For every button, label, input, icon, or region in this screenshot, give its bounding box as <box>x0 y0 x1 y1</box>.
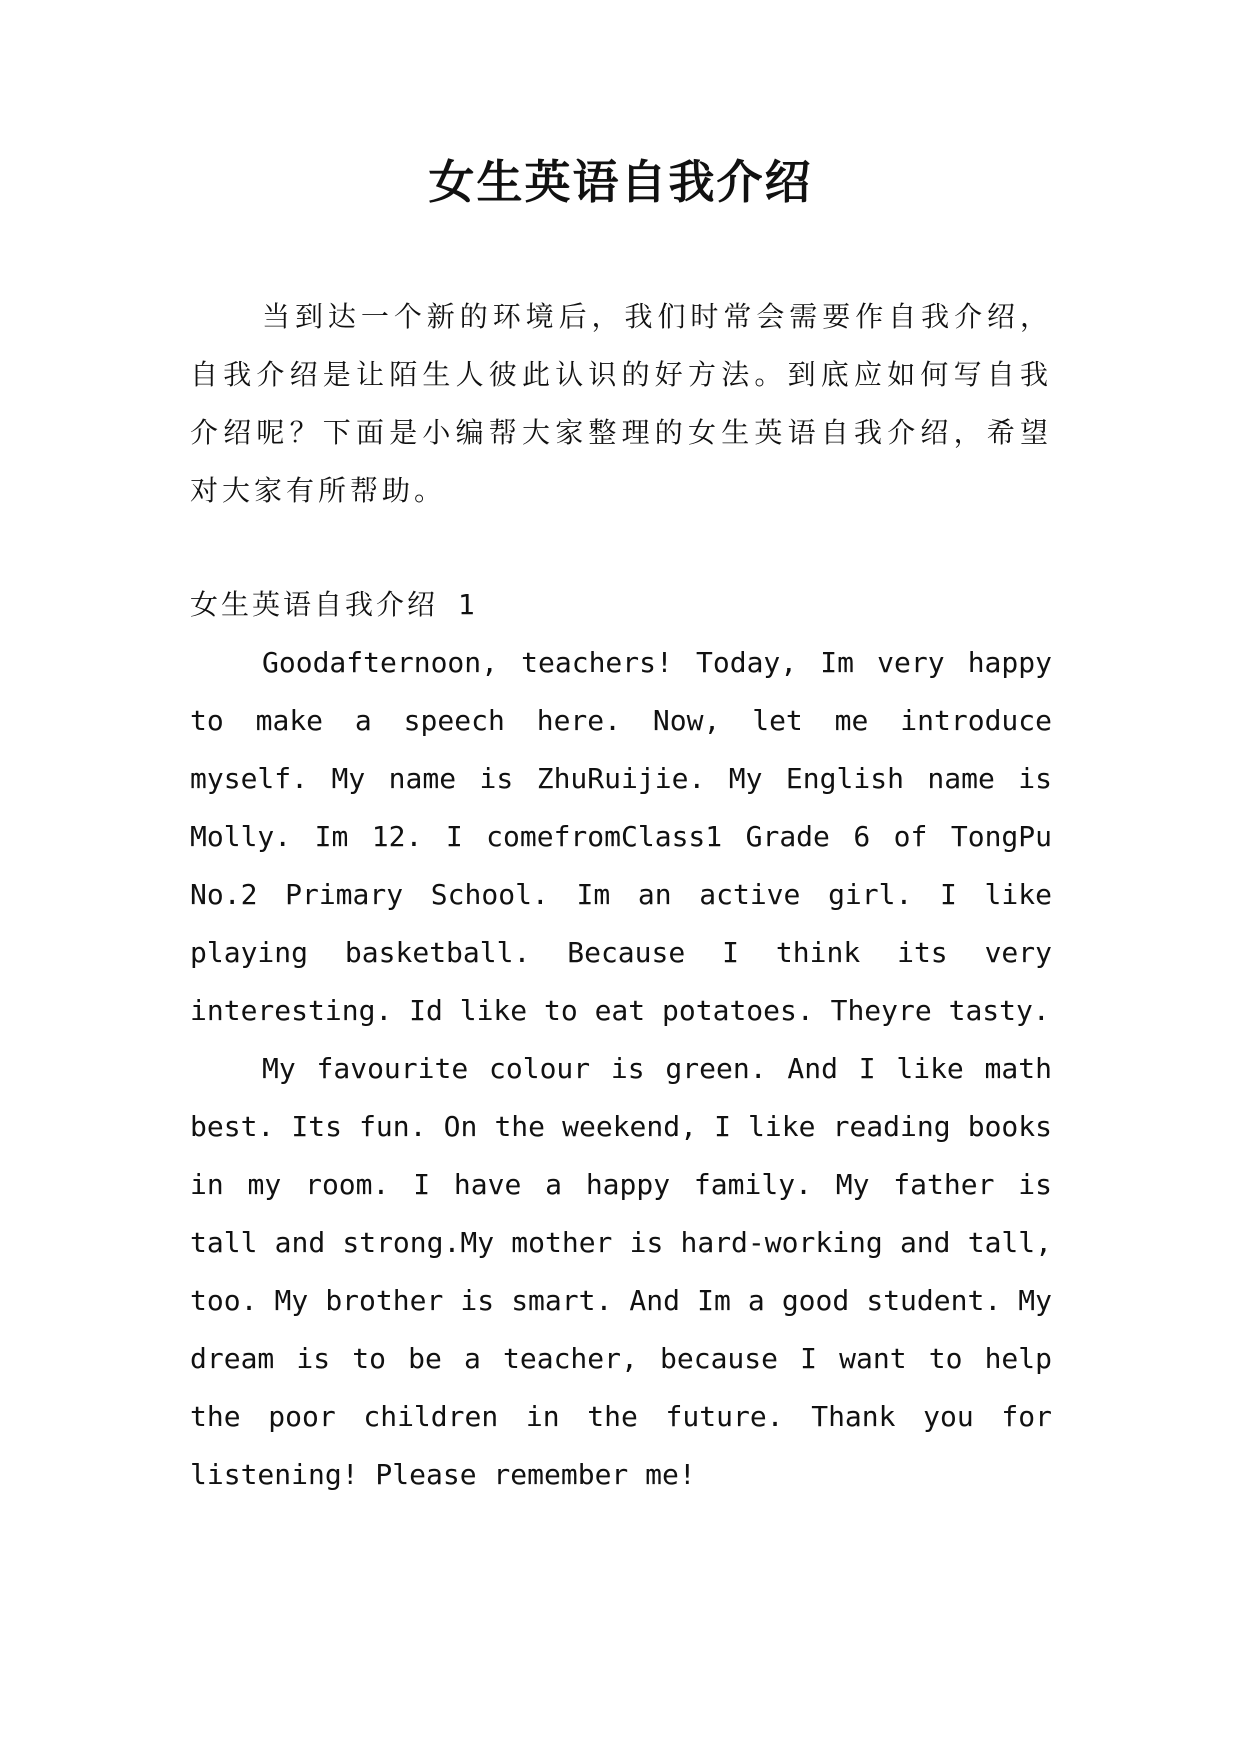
section-heading: 女生英语自我介绍 1 <box>190 588 478 621</box>
intro-paragraph: 当到达一个新的环境后，我们时常会需要作自我介绍，自我介绍是让陌生人彼此认识的好方法。到底应如何写自我介绍呢？下面是小编帮大家整理的女生英语自我介绍，希望对大家有所帮助。 <box>190 300 1052 507</box>
english-paragraph-1: Goodafternoon, teachers! Today, Im very happy to make a speech here. Now, let me introduce myself. My name is ZhuRuijie. My English name is Molly. Im 12. I comefromClass1 Grade 6 of TongPu No.2 Primary School. Im an active girl. I like playing basketball. Because I think its very interesting. Id like to eat potatoes. Theyre tasty. <box>190 646 1052 1027</box>
english-paragraph-2: My favourite colour is green. And I like math best. Its fun. On the weekend, I like reading books in my room. I have a happy family. My father is tall and strong.My mother is hard-working and tall, too. My brother is smart. And Im a good student. My dream is to be a teacher, because I want to help the poor children in the future. Thank you for listening! Please remember me! <box>190 1052 1052 1491</box>
page-title: 女生英语自我介绍 <box>428 155 813 209</box>
